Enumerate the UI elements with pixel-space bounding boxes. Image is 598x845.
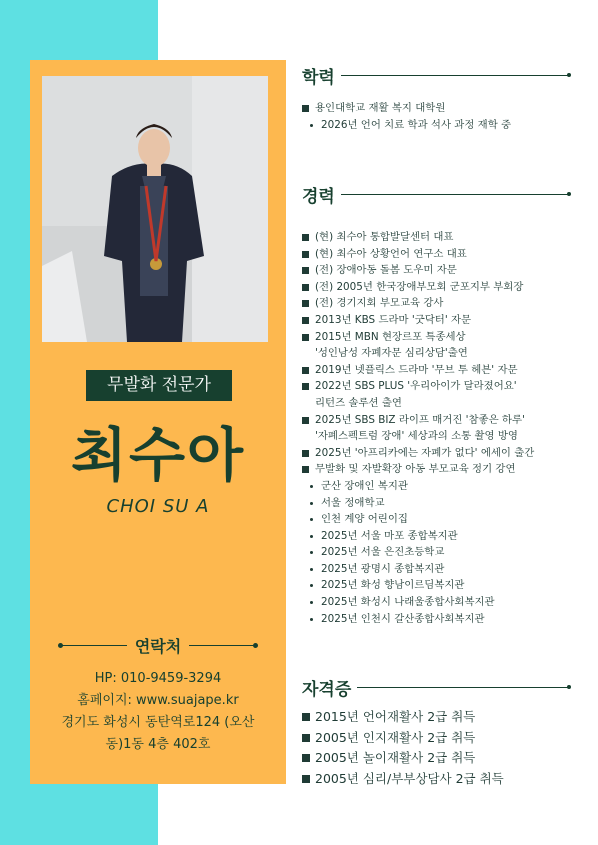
career-item: 2025년 화성 향남이르딤복지관 [302, 577, 582, 594]
certificate-item: 2005년 인지재활사 2급 취득 [302, 728, 582, 749]
career-item: 서울 정애학교 [302, 495, 582, 512]
divider-line [189, 645, 256, 646]
career-item: 2025년 인천시 갈산종합사회복지관 [302, 611, 582, 628]
education-title: 학력 [302, 67, 335, 88]
career-heading [302, 182, 570, 206]
divider-line [357, 687, 570, 688]
contact-address-line2: 동)1동 4층 402호 [105, 737, 211, 752]
career-item: (전) 경기지회 부모교육 강사 [302, 295, 582, 312]
career-item: '자폐스펙트럼 장애' 세상과의 소통 촬영 방영 [315, 430, 518, 443]
contact-heading [60, 632, 256, 658]
career-item: 2025년 화성시 나래울종합사회복지관 [302, 594, 582, 611]
career-item: 2025년 SBS BIZ 라이프 매거진 '참좋은 하루' [302, 412, 582, 429]
certificates-heading [302, 675, 570, 699]
contact-title: 연락처 [134, 636, 182, 656]
career-item: 2025년 서울 은진초등학교 [302, 544, 582, 561]
contact-address-line1: 경기도 화성시 동탄역로124 (오산 [61, 715, 255, 730]
certificates-list [302, 707, 582, 789]
career-item: 군산 장애인 복지관 [302, 478, 582, 495]
career-item: 2022년 SBS PLUS '우리아이가 달라졌어요' [302, 378, 582, 395]
certificate-item: 2015년 언어재활사 2급 취득 [302, 707, 582, 728]
career-title: 경력 [302, 186, 335, 207]
education-item: 용인대학교 재활 복지 대학원 [302, 100, 582, 117]
contact-phone: HP: 010-9459-3294 [94, 671, 222, 686]
career-item: 리턴즈 솔루션 출연 [315, 396, 402, 409]
career-item: 2013년 KBS 드라마 '굿닥터' 자문 [302, 312, 582, 329]
divider-line [341, 194, 570, 195]
certificates-title: 자격증 [302, 679, 352, 700]
education-item: 2026년 언어 치료 학과 석사 과정 재학 중 [302, 117, 582, 134]
name-english: CHOI SU A [106, 496, 210, 517]
certificate-item: 2005년 놀이재활사 2급 취득 [302, 748, 582, 769]
contact-homepage: 홈페이지: www.suajape.kr [77, 693, 239, 708]
career-item: 2025년 '아프리카에는 자폐가 없다' 에세이 출간 [302, 445, 582, 462]
career-item: 2025년 서울 마포 종합복지관 [302, 528, 582, 545]
education-list [302, 100, 582, 133]
certificate-item: 2005년 심리/부부상담사 2급 취득 [302, 769, 582, 790]
profile-photo [42, 76, 268, 342]
divider-line [60, 645, 127, 646]
name-korean: 최수아 [70, 421, 246, 489]
divider-line [341, 75, 570, 76]
career-item: 2015년 MBN 현장르포 특종세상 [302, 329, 582, 346]
career-item: (전) 장애아동 돌봄 도우미 자문 [302, 262, 582, 279]
career-item: (전) 2005년 한국장애부모회 군포지부 부회장 [302, 279, 582, 296]
career-item: (현) 최수아 통합발달센터 대표 [302, 229, 582, 246]
career-item: 무발화 및 자발확장 아동 부모교육 정기 강연 [302, 461, 582, 478]
career-item: 2019년 넷플릭스 드라마 '무브 투 헤븐' 자문 [302, 362, 582, 379]
career-list [302, 229, 582, 627]
career-item: '성인남성 자폐자문 심리상담'출연 [315, 347, 468, 360]
contact-info [40, 668, 276, 756]
education-heading [302, 63, 570, 87]
career-item: 인천 계양 어린이집 [302, 511, 582, 528]
career-item: (현) 최수아 상황언어 연구소 대표 [302, 246, 582, 263]
role-badge: 무발화 전문가 [86, 370, 232, 401]
career-item: 2025년 광명시 종합복지관 [302, 561, 582, 578]
